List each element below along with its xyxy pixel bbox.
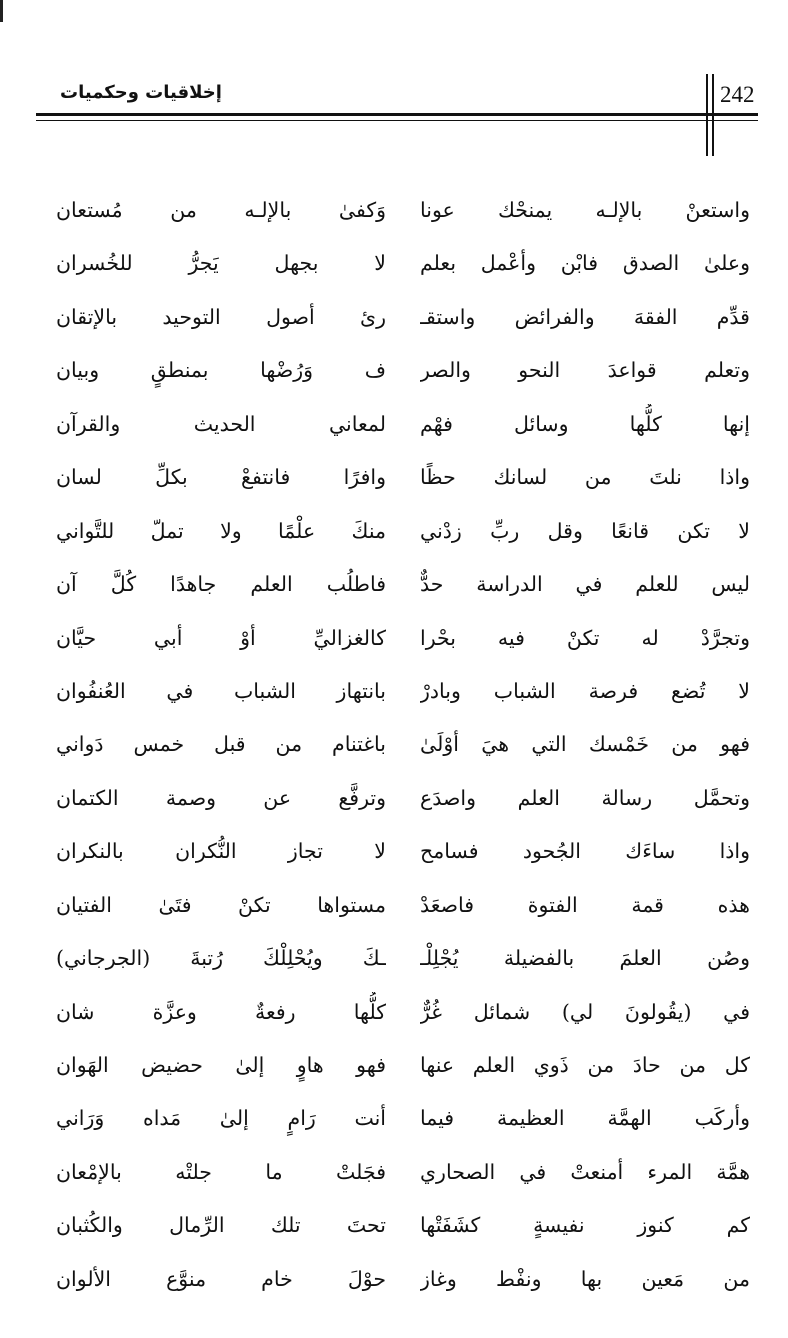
verse-first-hemistich: وتحمَّل رسالة العلم واصدَع <box>420 785 750 810</box>
verse-second-hemistich: فهو هاوٍ إلىٰ حضيض الهَوان <box>56 1053 386 1077</box>
verse-first-hemistich: لا تكن قانعًا وقل ربِّ زدْني <box>420 518 750 543</box>
verse-second-hemistich: منكَ علْمًا ولا تملّ للتَّواني <box>56 518 386 543</box>
verse-first-hemistich: همَّة المرء أمنعتْ في الصحاري <box>420 1159 750 1184</box>
verse-second-hemistich: لا تجاز النُّكران بالنكران <box>56 839 386 864</box>
scan-edge-mark <box>0 0 3 22</box>
verse-second-hemistich: وافرًا فانتفعْ بكلِّ لسان <box>56 465 386 490</box>
verse-first-hemistich: كل من حادَ من ذَوي العلم عنها <box>420 1053 750 1077</box>
verse-first-hemistich: وتجرَّدْ له تكنْ فيه بحْرا <box>420 625 750 650</box>
page-header <box>36 74 758 156</box>
verse-second-hemistich: لمعاني الحديث والقرآن <box>56 411 386 436</box>
verse-first-hemistich: واذا نلتَ من لسانك حظًا <box>420 465 750 490</box>
verse-first-hemistich: هذه قمة الفتوة فاصعَدْ <box>420 892 750 917</box>
verse-second-hemistich: وترفَّع عن وصمة الكتمان <box>56 785 386 810</box>
verse-first-hemistich: فهو من خَمْسك التي هيَ أوْلَىٰ <box>420 732 750 757</box>
header-rule-thick <box>36 113 758 116</box>
verse-first-hemistich: ليس للعلم في الدراسة حدٌّ <box>420 572 750 597</box>
verse-first-hemistich: كم كنوز نفيسةٍ كشَفَتْها <box>420 1213 750 1238</box>
verse-first-hemistich: واذا ساءَك الجُحود فسامح <box>420 839 750 864</box>
verse-first-hemistich: إنها كلُّها وسائل فهْم <box>420 411 750 436</box>
verse-second-hemistich: فاطلُب العلم جاهدًا كُلَّ آن <box>56 572 386 597</box>
verse-second-hemistich: أنت رَامٍ إلىٰ مَداه وَرَاني <box>56 1106 386 1131</box>
header-rule-thin <box>36 120 758 121</box>
verse-second-hemistich: مستواها تكنْ فتَىٰ الفتيان <box>56 892 386 917</box>
header-vertical-rule <box>706 74 708 156</box>
running-header-title: إخلاقيات وحكميات <box>60 82 222 103</box>
verse-second-hemistich: بانتهاز الشباب في العُنفُوان <box>56 678 386 703</box>
verse-second-hemistich: ـكَ ويُحْلِلْكَ رُتبةَ (الجرجاني) <box>56 946 386 971</box>
verse-second-hemistich: لا بجهل يَجرُّ للخُسران <box>56 251 386 276</box>
verse-second-hemistich: باغتنام من قبل خمس دَواني <box>56 732 386 757</box>
verse-second-hemistich: كالغزاليِّ أوْ أبي حيَّان <box>56 625 386 650</box>
poem-right-column <box>420 190 750 1312</box>
verse-second-hemistich: ف وَرُضْها بمنطقٍ وبيان <box>56 358 386 383</box>
verse-second-hemistich: تحتَ تلك الرِّمال والكُثبان <box>56 1213 386 1238</box>
verse-first-hemistich: من مَعين بها ونفْط وغاز <box>420 1266 750 1291</box>
verse-second-hemistich: فجَلتْ ما جلتْه بالإمْعان <box>56 1159 386 1184</box>
verse-first-hemistich: واستعنْ بالإلـه يمنحْك عونا <box>420 198 750 222</box>
verse-first-hemistich: وعلىٰ الصدق فابْن وأعْمل بعلم <box>420 251 750 276</box>
header-vertical-rule <box>712 74 714 156</box>
verse-second-hemistich: رئ أصول التوحيد بالإتقان <box>56 304 386 329</box>
page-number: 242 <box>720 82 755 107</box>
verse-first-hemistich: في (يقُولونَ لي) شمائل غُرٌّ <box>420 999 750 1024</box>
poem-left-column <box>56 190 386 1312</box>
verse-second-hemistich: وَكفىٰ بالإلـه من مُستعان <box>56 198 386 222</box>
verse-first-hemistich: وصُن العلمَ بالفضيلة يُجْلِلْـ <box>420 946 750 971</box>
verse-second-hemistich: حوْلَ خام منوَّع الألوان <box>56 1266 386 1291</box>
verse-first-hemistich: وأركَب الهمَّة العظيمة فيما <box>420 1106 750 1131</box>
verse-first-hemistich: لا تُضع فرصة الشباب وبادرْ <box>420 678 750 703</box>
verse-first-hemistich: قدِّم الفقهَ والفرائض واستقـ <box>420 304 750 329</box>
verse-first-hemistich: وتعلم قواعدَ النحو والصر <box>420 358 750 383</box>
verse-second-hemistich: كلُّها رفعةٌ وعزَّة شان <box>56 999 386 1024</box>
